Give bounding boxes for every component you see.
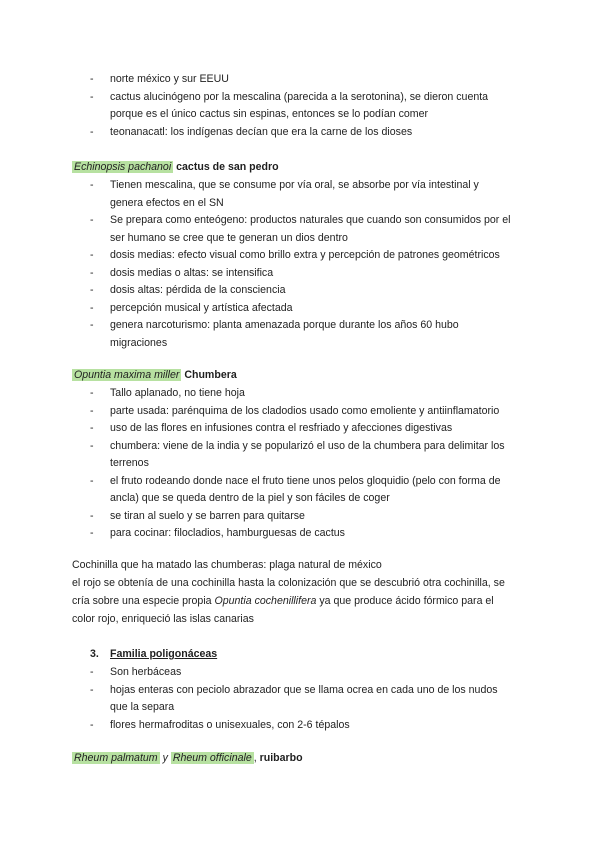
bullet-dash: - [90,179,94,191]
list-item-text: genera narcoturismo: planta amenazada porque durante los años 60 hubo [110,319,459,331]
list-item-text: flores hermafroditas o unisexuales, con 2-6 tépalos [110,718,350,731]
bullet-dash: - [90,404,94,417]
bullet-dash: - [90,683,94,696]
bullet-dash: - [90,527,94,539]
text-segment: ya que produce ácido fórmico para el [316,595,494,607]
bullet-dash: - [90,509,94,522]
list-item-text: percepción musical y artística afectada [110,301,293,314]
list-item-text: para cocinar: filocladios, hamburguesas de cactus [110,527,345,539]
cochinilla-line-1: Cochinilla que ha matado las chumberas: plaga natural de méxico [72,559,382,571]
list-item-text: se tiran al suelo y se barren para quitarse [110,509,305,522]
bullet-dash: - [90,284,94,296]
bullet-dash: - [90,422,94,434]
list-item-text: dosis medias o altas: se intensifica [110,266,274,279]
list-item-text: Se prepara como enteógeno: productos naturales que cuando son consumidos por el [110,214,511,226]
bullet-dash: - [90,90,94,103]
bullet-dash: - [90,387,94,399]
list-item-text: parte usada: parénquima de los cladodios usado como emoliente y antiinflamatorio [110,404,500,417]
section-number-text: 3. [90,648,99,660]
bullet-dash: - [90,718,94,731]
bullet-dash: - [90,301,94,314]
echinopsis-heading [72,160,279,174]
species-name: Opuntia cochenillifera [214,595,317,607]
cochinilla-line-2: el rojo se obtenía de una cochinilla hasta la colonización que se descubrió otra cochinilla, se [72,577,505,589]
bullet-dash: - [90,319,94,331]
bullet-dash: - [90,666,94,678]
list-item-text: ancla) que se queda dentro de la piel y son fáciles de coger [110,492,390,504]
list-item-text: terrenos [110,457,149,469]
rheum-heading [72,751,303,765]
list-item-text: uso de las flores en infusiones contra el resfriado y afecciones digestivas [110,422,453,434]
bullet-dash: - [90,214,94,226]
species-name: Rheum officinale [172,752,252,764]
list-item-text: chumbera: viene de la india y se popularizó el uso de la chumbera para delimitar los [110,439,505,452]
list-item-text: hojas enteras con peciolo abrazador que se llama ocrea en cada uno de los nudos [110,683,498,696]
list-item-text: norte méxico y sur EEUU [110,73,229,85]
common-name: ruibarbo [259,752,303,764]
bullet-dash: - [90,439,94,452]
list-item-text: cactus alucinógeno por la mescalina (parecida a la serotonina), se dieron cuenta [110,90,489,103]
cochinilla-line-4: color rojo, enriqueció las islas canarias [72,613,254,625]
list-item-text: Son herbáceas [110,666,182,678]
bullet-dash: - [90,474,94,487]
conjunction: y [162,752,168,764]
common-name: Chumbera [184,369,237,381]
section-number [90,647,99,661]
list-item-text: dosis medias: efecto visual como brillo extra y percepción de patrones geométricos [110,249,500,261]
cochinilla-line-3 [72,594,494,608]
bullet-dash: - [90,125,94,138]
list-item-text: Tallo aplanado, no tiene hoja [110,387,245,399]
list-item-text: ser humano se cree que te generan un dios dentro [110,231,348,244]
species-name: Rheum palmatum [74,752,158,764]
bullet-dash: - [90,73,94,85]
text-segment: cría sobre una especie propia [72,595,215,607]
list-item-text: genera efectos en el SN [110,196,224,209]
common-name: cactus de san pedro [176,161,279,173]
opuntia-heading [72,368,237,382]
bullet-dash: - [90,266,94,279]
species-name: Opuntia maxima miller [74,369,180,381]
list-item-text: dosis altas: pérdida de la consciencia [110,284,286,296]
comma: , [253,752,257,764]
section-title-text: Familia poligonáceas [110,648,218,660]
list-item-text: porque es el único cactus sin espinas, entonces se lo podían comer [110,108,429,120]
list-item-text: que la separa [110,701,175,713]
list-item-text: el fruto rodeando donde nace el fruto tiene unos pelos gloquidio (pelo con forma de [110,474,501,487]
species-name: Echinopsis pachanoi [74,161,172,173]
list-item-text: migraciones [110,336,168,349]
list-item-text: Tienen mescalina, que se consume por vía oral, se absorbe por vía intestinal y [110,179,479,191]
list-item-text: teonanacatl: los indígenas decían que era la carne de los dioses [110,125,413,138]
bullet-dash: - [90,249,94,261]
section-title [110,647,217,661]
